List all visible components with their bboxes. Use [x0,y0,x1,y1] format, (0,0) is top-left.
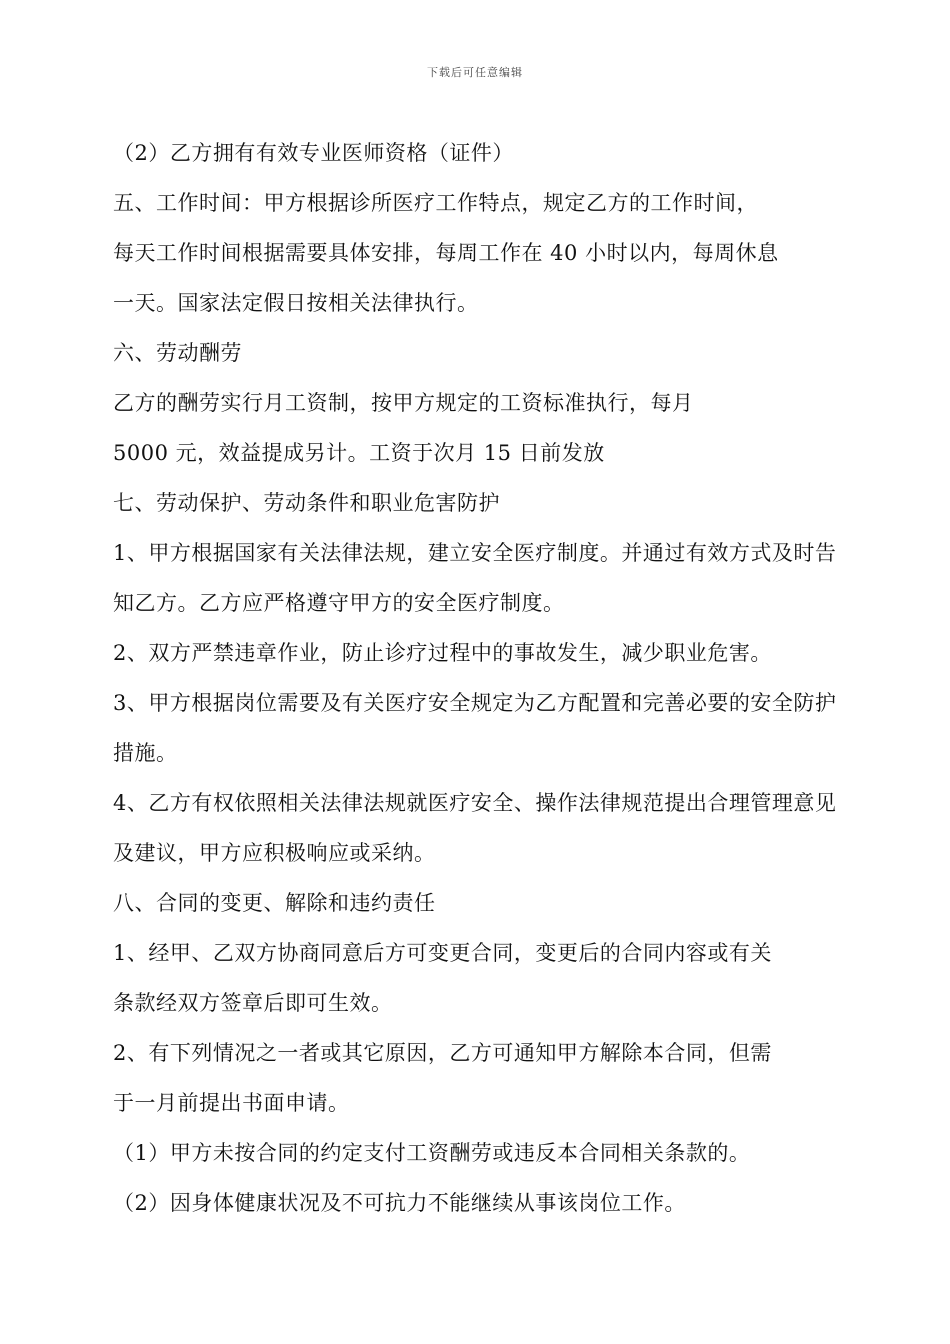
doc-line: 乙方的酬劳实行月工资制，按甲方规定的工资标准执行，每月 [113,391,694,415]
doc-line: 一天。国家法定假日按相关法律执行。 [113,291,479,315]
doc-line: 每天工作时间根据需要具体安排，每周工作在 40 小时以内，每周休息 [113,241,779,265]
doc-line: （2）乙方拥有有效专业医师资格（证件） [113,141,514,165]
doc-line: 七、劳动保护、劳动条件和职业危害防护 [113,491,500,515]
doc-line: 1、经甲、乙双方协商同意后方可变更合同，变更后的合同内容或有关 [113,941,772,965]
doc-line: 措施。 [113,741,178,765]
doc-line: 1、甲方根据国家有关法律法规，建立安全医疗制度。并通过有效方式及时告 [113,541,837,565]
document-body [113,128,848,1228]
doc-line: 2、有下列情况之一者或其它原因，乙方可通知甲方解除本合同，但需 [113,1041,772,1065]
doc-line: 3、甲方根据岗位需要及有关医疗安全规定为乙方配置和完善必要的安全防护 [113,691,837,715]
doc-line: 六、劳动酬劳 [113,341,242,365]
doc-line: 4、乙方有权依照相关法律法规就医疗安全、操作法律规范提出合理管理意见 [113,791,837,815]
doc-line: 2、双方严禁违章作业，防止诊疗过程中的事故发生，减少职业危害。 [113,641,772,665]
doc-line: 条款经双方签章后即可生效。 [113,991,393,1015]
doc-line: 5000 元，效益提成另计。工资于次月 15 日前发放 [113,441,605,465]
doc-line: （2）因身体健康状况及不可抗力不能继续从事该岗位工作。 [113,1191,686,1215]
doc-line: 知乙方。乙方应严格遵守甲方的安全医疗制度。 [113,591,565,615]
doc-line: 八、合同的变更、解除和违约责任 [113,891,436,915]
doc-line: 于一月前提出书面申请。 [113,1091,350,1115]
doc-line: 及建议，甲方应积极响应或采纳。 [113,841,436,865]
page-header: 下载后可任意编辑 [427,66,523,79]
doc-line: （1）甲方未按合同的约定支付工资酬劳或违反本合同相关条款的。 [113,1141,751,1165]
doc-line: 五、工作时间：甲方根据诊所医疗工作特点，规定乙方的工作时间， [113,191,758,215]
